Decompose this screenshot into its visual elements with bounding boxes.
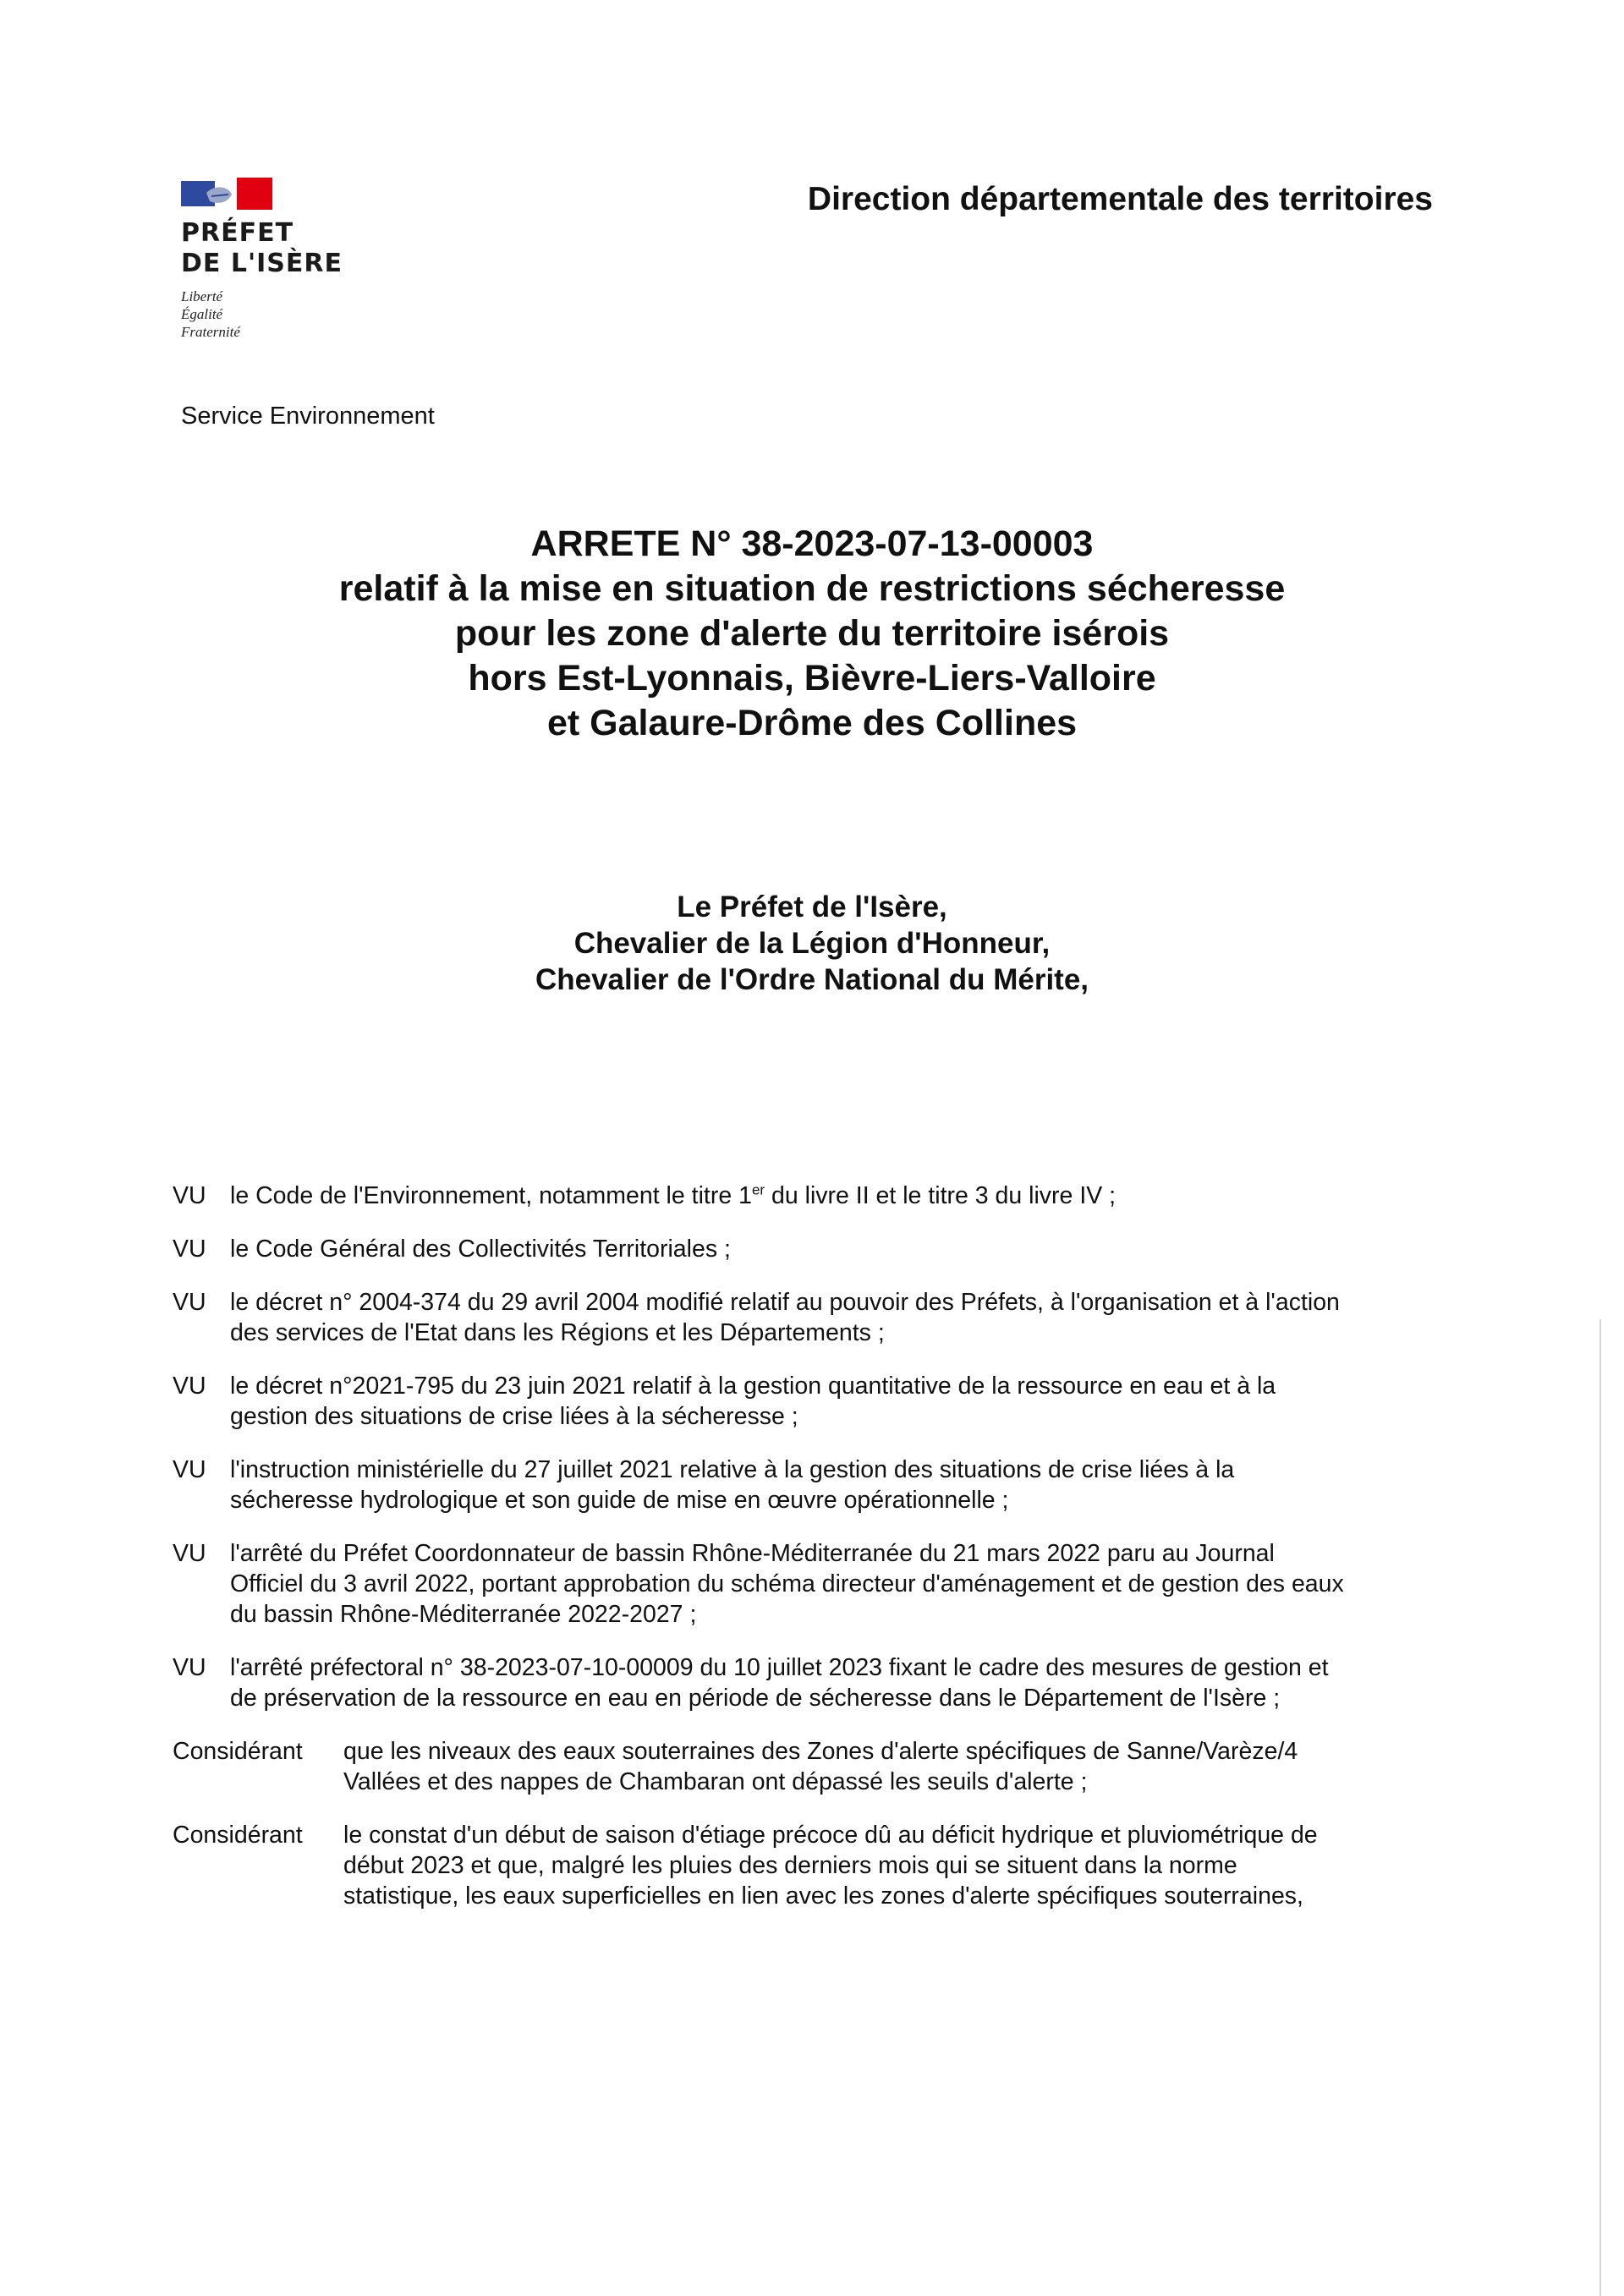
recital-line: l'arrêté du Préfet Coordonnateur de bassin Rhône-Méditerranée du 21 mars 2022 paru au Journal [230,1540,1275,1567]
service-name: Service Environnement [181,403,435,430]
title-line: pour les zone d'alerte du territoire isérois [454,613,1170,654]
recital-line: le Code Général des Collectivités Territoriales ; [230,1236,731,1263]
recital-text [230,1371,1441,1432]
recital-line: l'instruction ministérielle du 27 juillet 2021 relative à la gestion des situations de crise liées à la [230,1456,1235,1483]
vu-recital [173,1371,1441,1432]
logo-motto [181,288,401,341]
recital-line: que les niveaux des eaux souterraines des Zones d'alerte spécifiques de Sanne/Varèze/4 [343,1738,1298,1765]
recital-text [230,1538,1441,1630]
recital-line: statistique, les eaux superficielles en lien avec les zones d'alerte spécifiques souterraines, [343,1882,1303,1910]
recital-text [343,1820,1441,1911]
recital-line: Officiel du 3 avril 2022, portant approbation du schéma directeur d'aménagement et de gestion des eaux [230,1570,1344,1597]
recital-tag: VU [173,1289,206,1316]
recital-line: le constat d'un début de saison d'étiage précoce dû au déficit hydrique et pluviométrique de [343,1822,1318,1849]
recital-line: le Code de l'Environnement, notamment le titre 1er du livre II et le titre 3 du livre IV ; [230,1181,1116,1209]
considerant-recital [173,1736,1441,1797]
recital-tag: VU [173,1540,206,1567]
recital-line: des services de l'Etat dans les Régions et les Départements ; [230,1319,885,1346]
marianne-flag-icon [181,178,272,210]
vu-recital [173,1652,1441,1713]
recitals-list [173,1181,1441,1934]
motto-line: Fraternité [181,324,240,340]
prefect-line: Chevalier de la Légion d'Honneur, [573,927,1051,960]
recital-line: sécheresse hydrologique et son guide de mise en œuvre opérationnelle ; [230,1487,1009,1514]
recital-text [230,1652,1441,1713]
vu-recital [173,1538,1441,1630]
recital-tag: Considérant [173,1822,303,1849]
recital-line: début 2023 et que, malgré les pluies des derniers mois qui se situent dans la norme [343,1852,1237,1879]
title-line: relatif à la mise en situation de restrictions sécheresse [338,568,1286,609]
motto-line: Égalité [181,306,223,322]
vu-recital [173,1287,1441,1348]
motto-line: Liberté [181,288,223,304]
recital-text [230,1287,1441,1348]
logo-title-line: DE L'ISÈRE [181,249,343,278]
title-line: ARRETE N° 38-2023-07-13-00003 [530,523,1094,564]
recital-text [230,1181,1441,1211]
vu-recital [173,1234,1441,1264]
directorate-heading: Direction départementale des territoires [807,181,1433,217]
vu-recital [173,1455,1441,1515]
title-line: hors Est-Lyonnais, Bièvre-Liers-Valloire [468,658,1156,699]
recital-tag: Considérant [173,1738,303,1765]
logo-title [181,218,401,279]
recital-line: du bassin Rhône-Méditerranée 2022-2027 ; [230,1601,697,1628]
recital-line: Vallées et des nappes de Chambaran ont dépassé les seuils d'alerte ; [343,1768,1088,1795]
vu-recital [173,1181,1441,1211]
recital-tag: VU [173,1182,206,1209]
recital-line: le décret n°2021-795 du 23 juin 2021 relatif à la gestion quantitative de la ressource en eau et à la [230,1373,1276,1400]
prefect-titles [0,889,1624,998]
recital-line: de préservation de la ressource en eau en période de sécheresse dans le Département de l'Isère ; [230,1685,1281,1712]
scan-edge-line [1599,1319,1601,2296]
considerant-recital [173,1820,1441,1911]
recital-tag: VU [173,1456,206,1483]
recital-text [230,1234,1441,1264]
prefecture-logo [181,178,401,341]
recital-tag: VU [173,1373,206,1400]
logo-title-line: PRÉFET [181,218,294,248]
recital-tag: VU [173,1654,206,1681]
recital-tag: VU [173,1236,206,1263]
recital-text [230,1455,1441,1515]
prefect-line: Le Préfet de l'Isère, [677,890,947,923]
recital-text [343,1736,1441,1797]
recital-line: gestion des situations de crise liées à la sécheresse ; [230,1403,798,1430]
title-line: et Galaure-Drôme des Collines [546,703,1078,743]
recital-line: le décret n° 2004-374 du 29 avril 2004 modifié relatif au pouvoir des Préfets, à l'organisation et à l'action [230,1289,1340,1316]
recital-line: l'arrêté préfectoral n° 38-2023-07-10-00009 du 10 juillet 2023 fixant le cadre des mesures de gestion et [230,1654,1329,1681]
decree-title [0,522,1624,746]
prefect-line: Chevalier de l'Ordre National du Mérite, [535,963,1089,996]
